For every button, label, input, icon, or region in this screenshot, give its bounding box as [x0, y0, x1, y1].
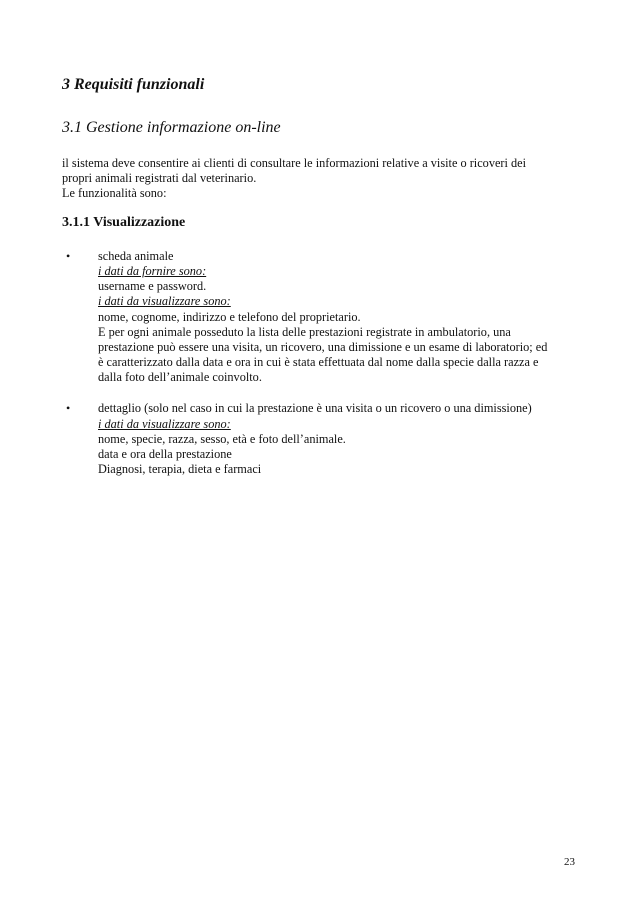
output-line: prestazione può essere una visita, un ricovero, una dimissione e un esame di laboratorio; ed	[98, 339, 548, 354]
bullet-title: dettaglio (solo nel caso in cui la prestazione è una visita o un ricovero o una dimissione)	[98, 401, 532, 416]
bullet-list	[62, 249, 592, 477]
output-line: data e ora della prestazione	[98, 446, 232, 461]
bullet-dot-icon: •	[66, 401, 71, 416]
page-number: 23	[564, 856, 575, 868]
intro-line: il sistema deve consentire ai clienti di consultare le informazioni relative a visite o ricoveri dei	[62, 156, 527, 170]
intro-line: Le funzionalità sono:	[62, 186, 167, 201]
intro-line: propri animali registrati dal veterinario.	[62, 171, 257, 186]
input-value: username e password.	[98, 279, 207, 294]
subsection-heading: 3.1.1 Visualizzazione	[62, 215, 186, 230]
input-label: i dati da fornire sono:	[98, 264, 207, 279]
section-heading: 3.1 Gestione informazione on-line	[62, 119, 281, 136]
output-label: i dati da visualizzare sono:	[98, 416, 231, 431]
bullet-title: scheda animale	[98, 249, 174, 263]
output-line: Diagnosi, terapia, dieta e farmaci	[98, 462, 262, 477]
bullet-item-dettaglio	[62, 401, 592, 477]
bullet-item-scheda-animale	[62, 249, 592, 385]
output-line: E per ogni animale posseduto la lista delle prestazioni registrate in ambulatorio, una	[98, 324, 511, 339]
intro-paragraph	[62, 156, 582, 202]
output-line: nome, specie, razza, sesso, età e foto dell’animale.	[98, 431, 346, 446]
output-line: dalla foto dell’animale coinvolto.	[98, 370, 262, 385]
output-line: nome, cognome, indirizzo e telefono del proprietario.	[98, 309, 361, 324]
output-label: i dati da visualizzare sono:	[98, 294, 231, 309]
chapter-heading: 3 Requisiti funzionali	[62, 76, 205, 93]
output-line: è caratterizzato dalla data e ora in cui è stata effettuata dal nome dalla specie dalla razza e	[98, 355, 539, 370]
bullet-dot-icon: •	[66, 249, 71, 263]
